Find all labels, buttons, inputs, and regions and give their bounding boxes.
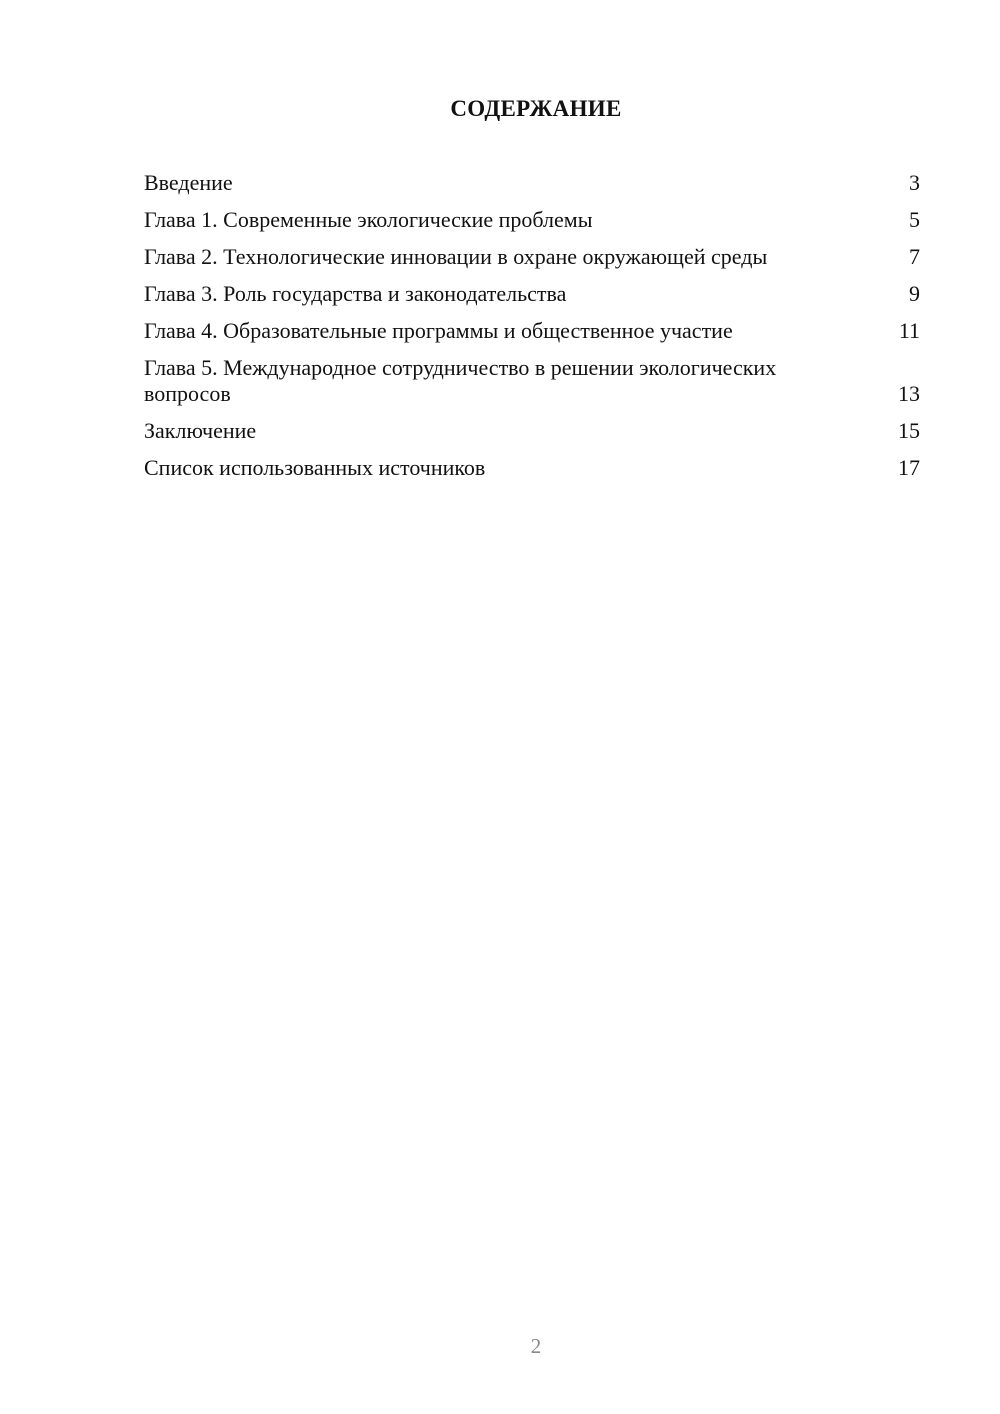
toc-entry-chapter-2 [144, 244, 920, 270]
toc-entry-label: Глава 2. Технологические инновации в охране окружающей среды [144, 244, 768, 269]
toc-entry-page-number: 3 [909, 170, 920, 195]
toc-entry-label: Глава 5. Международное сотрудничество в решении экологических вопросов [144, 355, 777, 406]
toc-entry-label: Глава 1. Современные экологические проблемы [144, 207, 593, 232]
page-number: 2 [530, 1334, 542, 1358]
toc-entry-page-number: 15 [898, 418, 920, 443]
toc-entry-page-number: 11 [898, 318, 920, 343]
toc-entry-conclusion [144, 418, 920, 444]
toc-entry-page-number: 9 [909, 281, 920, 306]
toc-entry-label: Введение [144, 170, 233, 195]
table-of-contents [144, 170, 920, 492]
toc-entry-references [144, 455, 920, 481]
toc-entry-chapter-1 [144, 207, 920, 233]
toc-entry-chapter-4 [144, 318, 920, 344]
toc-entry-label: Глава 3. Роль государства и законодательства [144, 281, 567, 306]
toc-entry-page-number: 5 [909, 207, 920, 232]
toc-entry-page-number: 7 [909, 244, 920, 269]
toc-entry-page-number: 17 [898, 455, 920, 480]
toc-entry-label: Список использованных источников [144, 455, 486, 480]
toc-entry-label: Заключение [144, 418, 257, 443]
toc-entry-page-number: 13 [898, 381, 920, 406]
toc-entry-introduction [144, 170, 920, 196]
toc-entry-label: Глава 4. Образовательные программы и общественное участие [144, 318, 733, 343]
page-title: СОДЕРЖАНИЕ [450, 96, 622, 121]
toc-entry-chapter-5 [144, 355, 920, 407]
toc-entry-chapter-3 [144, 281, 920, 307]
